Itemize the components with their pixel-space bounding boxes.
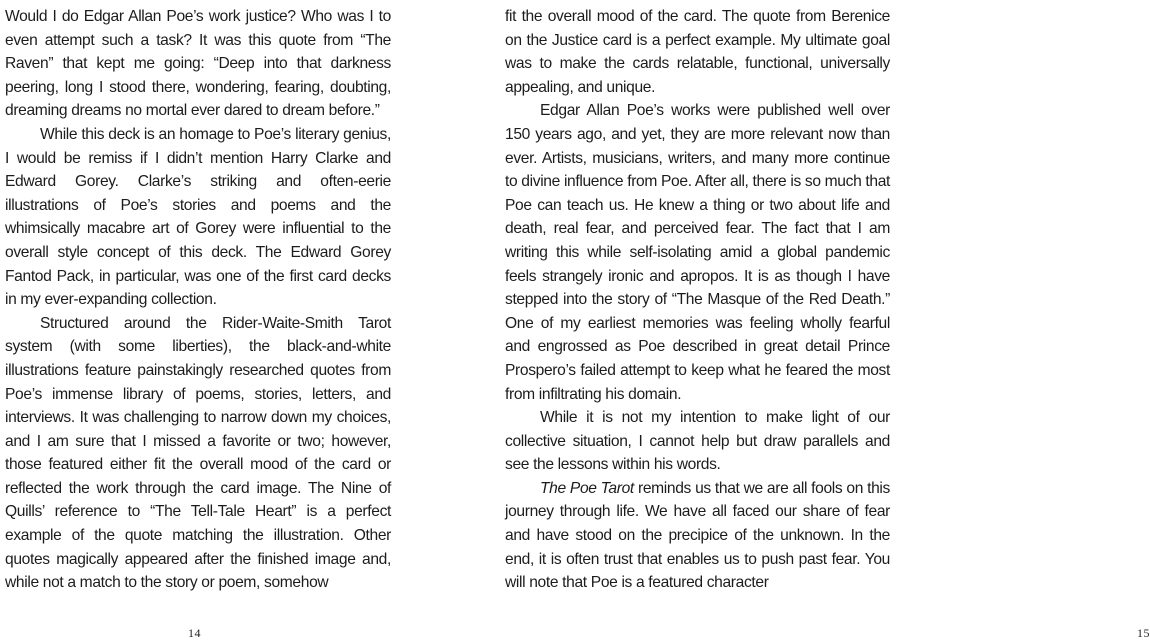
right-page-text — [505, 5, 890, 595]
page-number: 15 — [1137, 626, 1150, 640]
paragraph — [505, 477, 890, 595]
left-page — [0, 0, 447, 643]
book-title: The Poe Tarot — [540, 479, 634, 497]
paragraph: fit the overall mood of the card. The quote from Berenice on the Justice card is a perfect example. My ultimate goal was to make the cards relatable, functional, universally appealing, and unique. — [505, 8, 890, 96]
right-page — [447, 0, 1150, 643]
paragraph: While this deck is an homage to Poe’s literary genius, I would be remiss if I didn’t mention Harry Clarke and Edward Gorey. Clarke’s striking and often-eerie illustrations of Poe’s stories and poems and the whimsically macabre art of Gorey were influential to the overall style concept of this deck. The Edward Gorey Fantod Pack, in particular, was one of the first card decks in my ever-expanding collection. — [5, 125, 391, 309]
left-page-text — [5, 5, 391, 595]
paragraph-text: reminds us that we are all fools on this journey through life. We have all faced our share of fear and have stood on the precipice of the unknown. In the end, it is often trust that enables us to push past fear. You will note that Poe is a featured character — [505, 479, 890, 592]
paragraph: Edgar Allan Poe’s works were published well over 150 years ago, and yet, they are more relevant now than ever. Artists, musicians, writers, and many more continue to divine influence from Poe. After all, there is so much that Poe can teach us. He knew a thing or two about life and death, real fear, and perceived fear. The fact that I am writing this while self-isolating amid a global pandemic feels strangely ironic and apropos. It is as though I have stepped into the story of “The Masque of the Red Death.” One of my earliest memories was feeling wholly fearful and engrossed as Poe described in great detail Prince Prospero’s failed attempt to keep what he feared the most from infiltrating his domain. — [505, 102, 890, 403]
paragraph: Structured around the Rider-Waite-Smith Tarot system (with some liberties), the black-and-white illustrations feature painstakingly researched quotes from Poe’s immense library of poems, stories, letters, and interviews. It was challenging to narrow down my choices, and I am sure that I missed a favorite or two; however, those featured either fit the overall mood of the card or reflected the work through the card image. The Nine of Quills’ reference to “The Tell-Tale Heart” is a perfect example of the quote matching the illustration. Other quotes magically appeared after the finished image and, while not a match to the story or poem, somehow — [5, 314, 391, 592]
page-number: 14 — [188, 626, 201, 640]
paragraph: Would I do Edgar Allan Poe’s work justice? Who was I to even attempt such a task? It was this quote from “The Raven” that kept me going: “Deep into that darkness peering, long I stood there, wondering, fearing, doubting, dreaming dreams no mortal ever dared to dream before.” — [5, 8, 391, 120]
paragraph: While it is not my intention to make light of our collective situation, I cannot help but draw parallels and see the lessons within his words. — [505, 409, 890, 474]
